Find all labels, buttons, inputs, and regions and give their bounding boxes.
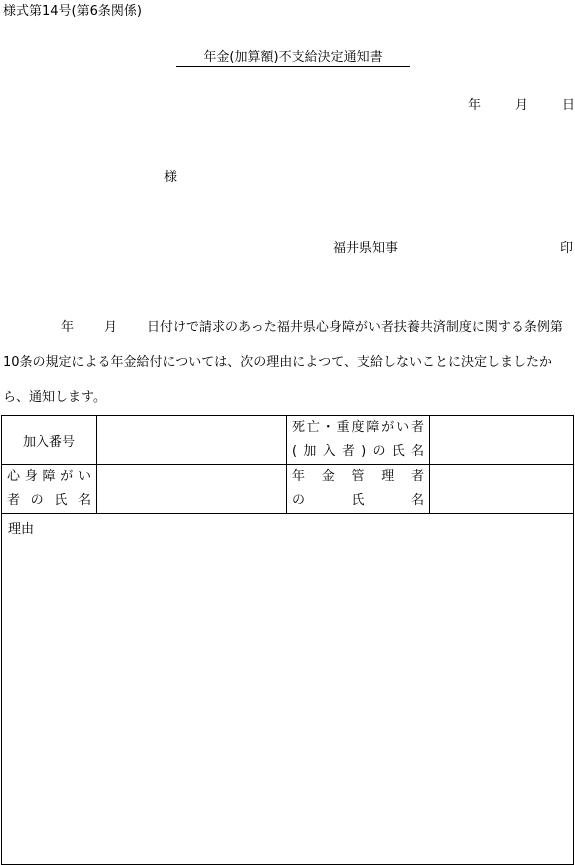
- disabled-label-cell: [2, 465, 97, 514]
- seal-mark: 印: [560, 241, 574, 256]
- member-number-value: [97, 416, 287, 465]
- addressee-honorific: 様: [164, 170, 178, 185]
- deceased-label-cell: [287, 416, 430, 465]
- date-year: 年: [468, 98, 482, 113]
- pension-manager-label-line1: 年金管理者: [292, 469, 424, 484]
- date-month: 月: [515, 98, 529, 113]
- disabled-name-value: [97, 465, 287, 514]
- info-table: [1, 415, 574, 865]
- date-day: 日: [562, 98, 575, 113]
- form-number: 様式第14号(第6条関係): [3, 4, 142, 19]
- notice-body: [3, 310, 573, 415]
- reason-label: 理由: [8, 522, 35, 537]
- deceased-name-value: [430, 416, 574, 465]
- date-line: [468, 94, 575, 113]
- reason-cell: [2, 514, 574, 865]
- pension-manager-label-line2: の氏名: [292, 493, 424, 508]
- body-paragraph: 日付けで請求のあった福井県心身障がい者扶養共済制度に関する条例第10条の規定による年金給付については、次の理由によつて、支給しないことに決定しましたから、通知します。: [3, 320, 563, 405]
- deceased-label-line2: (加入者)の氏名: [292, 444, 424, 459]
- body-year: 年: [61, 320, 75, 335]
- document-title: 年金(加算額)不支給決定通知書: [176, 46, 410, 67]
- member-number-label-cell: [2, 416, 97, 465]
- body-month: 月: [104, 320, 118, 335]
- pension-manager-name-value: [430, 465, 574, 514]
- disabled-label-line2: 者の氏名: [7, 493, 91, 508]
- pension-manager-label-cell: [287, 465, 430, 514]
- disabled-label-line1: 心身障がい: [7, 469, 91, 484]
- member-number-label: 加入番号: [22, 434, 75, 450]
- deceased-label-line1: 死亡・重度障がい者: [292, 420, 424, 435]
- issuer-name: 福井県知事: [333, 241, 399, 256]
